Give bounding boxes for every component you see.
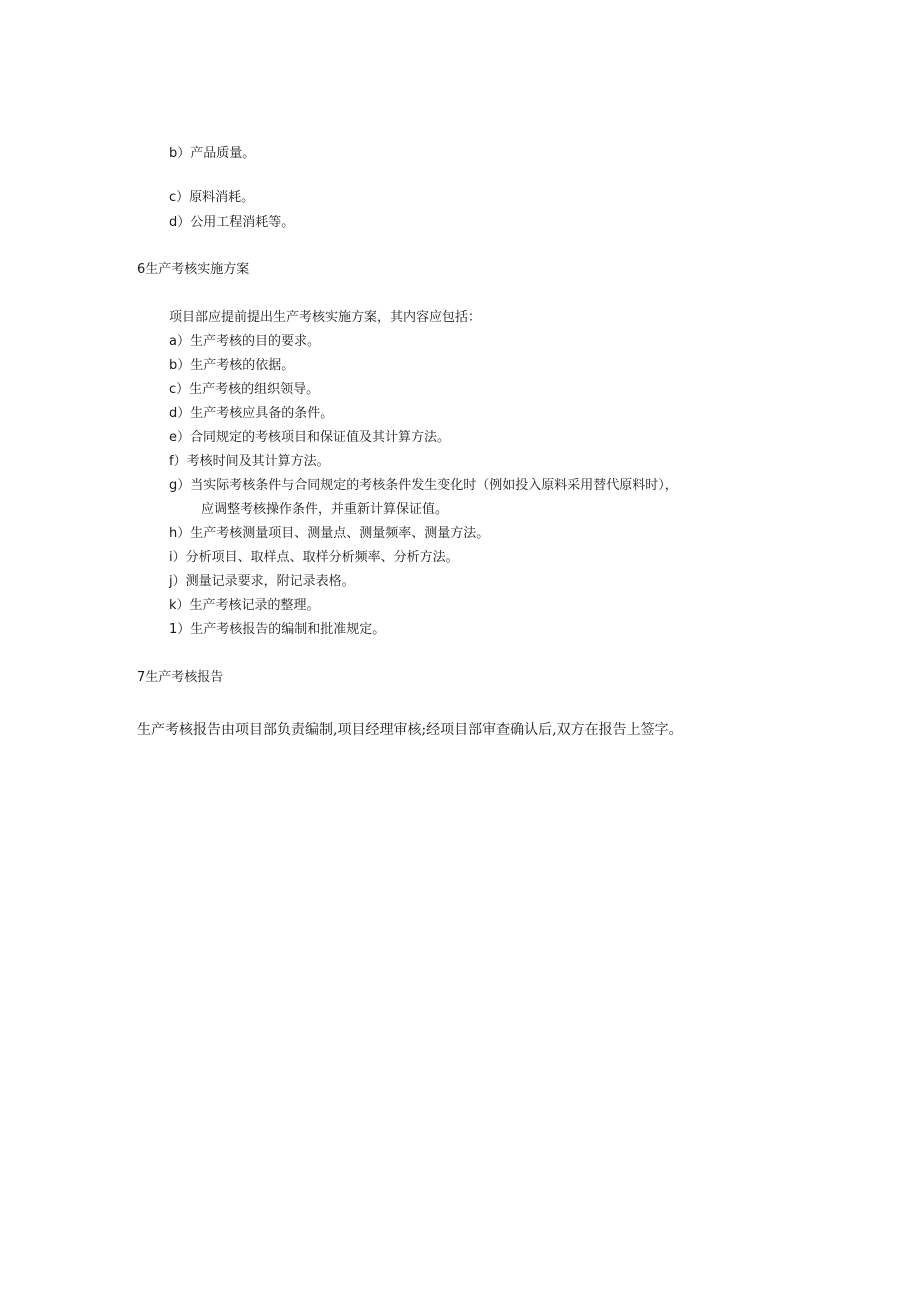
list-item-6f: f）考核时间及其计算方法。 <box>169 454 330 469</box>
list-item-6g: g）当实际考核条件与合同规定的考核条件发生变化时（例如投入原料采用替代原料时）， <box>169 478 678 493</box>
list-item-6i: i）分析项目、取样点、取样分析频率、分析方法。 <box>169 550 459 565</box>
section-7-heading: 7生产考核报告 <box>137 670 224 685</box>
section-6-intro: 项目部应提前提出生产考核实施方案，其内容应包括： <box>169 310 482 325</box>
list-item-6j: j）测量记录要求，附记录表格。 <box>169 574 355 589</box>
list-item-6k: k）生产考核记录的整理。 <box>169 598 320 613</box>
list-item-5d: d）公用工程消耗等。 <box>169 215 295 230</box>
list-item-6h: h）生产考核测量项目、测量点、测量频率、测量方法。 <box>169 526 490 541</box>
list-item-5b: b）产品质量。 <box>169 146 256 161</box>
list-item-6d: d）生产考核应具备的条件。 <box>169 406 334 421</box>
section-6-heading: 6生产考核实施方案 <box>137 262 250 277</box>
list-item-6g-continuation: 应调整考核操作条件，并重新计算保证值。 <box>201 502 449 517</box>
list-item-5c: c）原料消耗。 <box>169 190 255 205</box>
list-item-6a: a）生产考核的目的要求。 <box>169 334 320 349</box>
list-item-6l: 1）生产考核报告的编制和批准规定。 <box>169 622 386 637</box>
list-item-6b: b）生产考核的依据。 <box>169 358 295 373</box>
section-7-paragraph: 生产考核报告由项目部负责编制,项目经理审核;经项目部审查确认后,双方在报告上签字。 <box>137 722 683 738</box>
list-item-6c: c）生产考核的组织领导。 <box>169 382 320 397</box>
list-item-6e: e）合同规定的考核项目和保证值及其计算方法。 <box>169 430 450 445</box>
